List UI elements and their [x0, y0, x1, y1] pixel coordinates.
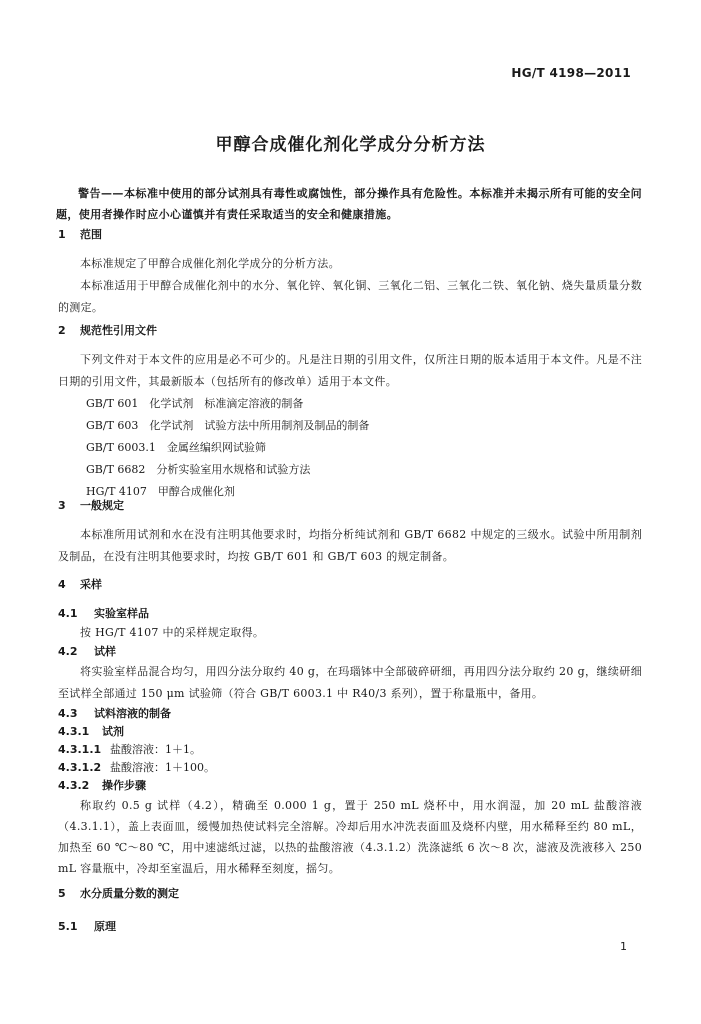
paragraph: 将实验室样品混合均匀，用四分法分取约 40 g，在玛瑙钵中全部破碎研细，再用四分法分取约 20 g，继续研细至试样全部通过 150 μm 试验筛（符合 GB/T 6003.1 中 R40/3 系列），置于称量瓶中，备用。 [58, 665, 642, 700]
section-5 [58, 886, 642, 936]
paragraph: 本标准规定了甲醇合成催化剂化学成分的分析方法。 [80, 257, 340, 270]
subsection-heading [58, 918, 642, 936]
clause-item [58, 759, 642, 777]
warning-paragraph: 警告——本标准中使用的部分试剂具有毒性或腐蚀性，部分操作具有危险性。本标准并未揭示所有可能的安全问题，使用者操作时应小心谨慎并有责任采取适当的安全和健康措施。 [56, 187, 642, 221]
section-number: 3 [58, 499, 66, 512]
paragraph: 本标准适用于甲醇合成催化剂中的水分、氧化锌、氧化铜、三氧化二铝、三氧化二铁、氧化钠、烧失量质量分数的测定。 [58, 279, 642, 314]
subsection-title: 实验室样品 [94, 607, 149, 620]
paragraph: 本标准所用试剂和水在没有注明其他要求时，均指分析纯试剂和 GB/T 6682 中规定的三级水。试验中所用制剂及制品，在没有注明其他要求时，均按 GB/T 601 和 GB/T 603 的规定制备。 [58, 528, 642, 563]
reference-item: GB/T 6003.1 金属丝编织网试验筛 [86, 441, 266, 454]
section-heading [58, 498, 642, 514]
subsection-number: 4.1 [58, 607, 78, 620]
clause-number: 4.3.2 [58, 779, 90, 792]
section-heading [58, 577, 642, 593]
section-heading [58, 227, 642, 243]
clause-number: 4.3.1.2 [58, 761, 102, 774]
section-title: 范围 [80, 228, 102, 241]
section-2 [58, 323, 642, 503]
section-title: 采样 [80, 578, 102, 591]
section-number: 5 [58, 887, 66, 900]
clause-text: 盐酸溶液：1＋1。 [110, 743, 201, 756]
section-1 [58, 227, 642, 319]
section-3 [58, 498, 642, 568]
reference-item: GB/T 603 化学试剂 试验方法中所用制剂及制品的制备 [86, 419, 370, 432]
clause-title: 试剂 [102, 725, 124, 738]
standard-code: HG/T 4198—2011 [511, 66, 631, 80]
subsection-number: 5.1 [58, 920, 78, 933]
subsection-title: 试料溶液的制备 [94, 707, 171, 720]
reference-item: GB/T 6682 分析实验室用水规格和试验方法 [86, 463, 311, 476]
subsection-title: 原理 [94, 920, 116, 933]
reference-item: GB/T 601 化学试剂 标准滴定溶液的制备 [86, 397, 304, 410]
subsection-heading [58, 643, 642, 661]
clause-number: 4.3.1.1 [58, 743, 102, 756]
subsection-heading [58, 705, 642, 723]
reference-item: HG/T 4107 甲醇合成催化剂 [86, 485, 235, 498]
clause-item [58, 741, 642, 759]
section-heading [58, 886, 642, 902]
paragraph: 下列文件对于本文件的应用是必不可少的。凡是注日期的引用文件，仅所注日期的版本适用于本文件。凡是不注日期的引用文件，其最新版本（包括所有的修改单）适用于本文件。 [58, 353, 642, 388]
clause-text: 盐酸溶液：1＋100。 [110, 761, 215, 774]
section-title: 水分质量分数的测定 [80, 887, 179, 900]
document-title: 甲醇合成催化剂化学成分分析方法 [215, 135, 486, 155]
subsection-title: 试样 [94, 645, 116, 658]
section-4 [58, 577, 642, 879]
clause-number: 4.3.1 [58, 725, 90, 738]
paragraph: 按 HG/T 4107 中的采样规定取得。 [80, 626, 265, 639]
clause-heading [58, 723, 642, 741]
section-number: 2 [58, 324, 66, 337]
section-heading [58, 323, 642, 339]
clause-heading [58, 777, 642, 795]
section-title: 一般规定 [80, 499, 124, 512]
subsection-number: 4.3 [58, 707, 78, 720]
section-number: 1 [58, 228, 66, 241]
page-number: 1 [620, 940, 627, 953]
section-number: 4 [58, 578, 66, 591]
subsection-heading [58, 605, 642, 623]
subsection-number: 4.2 [58, 645, 78, 658]
clause-title: 操作步骤 [102, 779, 146, 792]
section-title: 规范性引用文件 [80, 324, 157, 337]
paragraph: 称取约 0.5 g 试样（4.2），精确至 0.000 1 g，置于 250 mL 烧杯中，用水润湿，加 20 mL 盐酸溶液（4.3.1.1），盖上表面皿，缓慢加热使试料完全溶解。冷却后用水冲洗表面皿及烧杯内壁，用水稀释至约 80 mL，加热至 60 ℃～80 ℃，用中速滤纸过滤，以热的盐酸溶液（4.3.1.2）洗涤滤纸 6 次～8 次，滤液及洗液移入 250 mL 容量瓶中，冷却至室温后，用水稀释至刻度，摇匀。 [58, 799, 642, 875]
